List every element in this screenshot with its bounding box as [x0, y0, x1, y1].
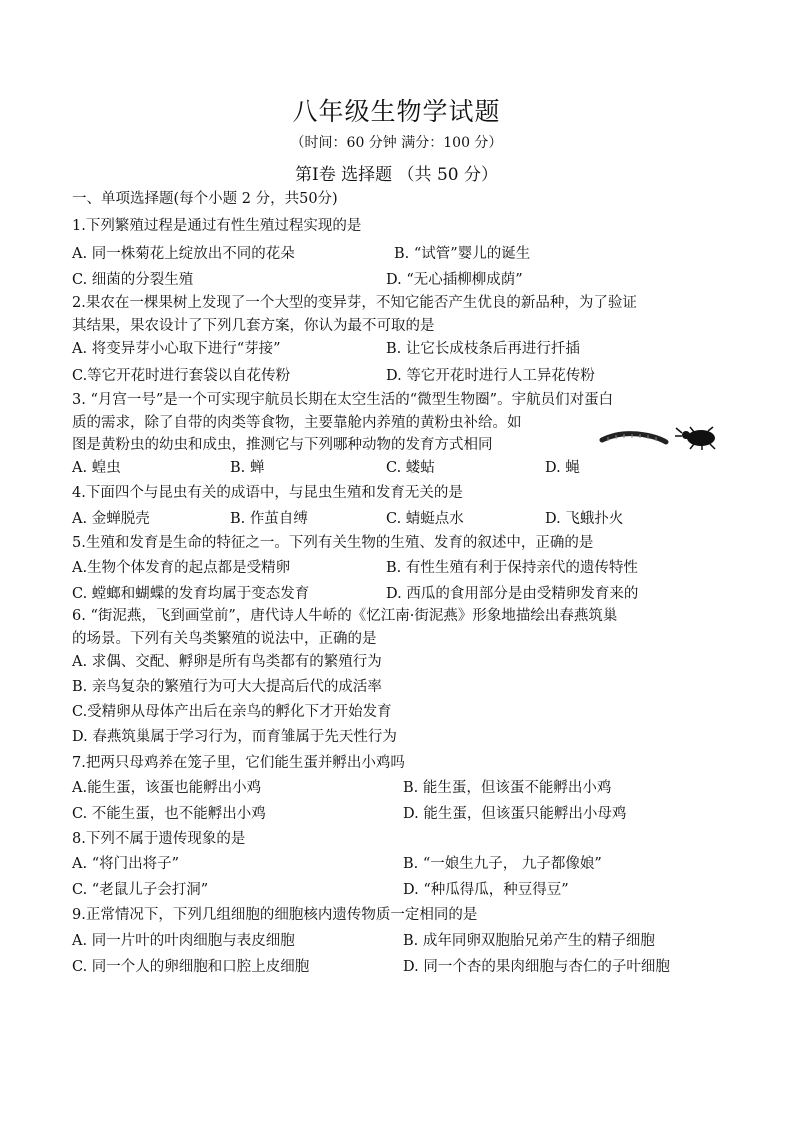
option-b: B. 作茧自缚 — [230, 511, 308, 527]
option-d: D. 等它开花时进行人工异花传粉 — [386, 368, 595, 384]
option-c: C. 蝼蛄 — [386, 460, 435, 476]
option-a: A.能生蛋，该蛋也能孵出小鸡 — [72, 780, 262, 796]
option-d: D. 同一个杏的果肉细胞与杏仁的子叶细胞 — [403, 959, 670, 975]
mealworm-larva-icon — [602, 434, 666, 442]
option-a: A.生物个体发育的起点都是受精卵 — [72, 560, 291, 576]
mealworm-beetle-icon — [675, 427, 715, 450]
option-a: A. 同一株菊花上绽放出不同的花朵 — [72, 246, 295, 262]
option-d: D. 蝇 — [545, 460, 580, 476]
option-d: D. “无心插柳柳成荫” — [386, 272, 523, 288]
question-stem: 9.正常情况下，下列几组细胞的细胞核内遗传物质一定相同的是 — [72, 907, 478, 923]
option-a: A. 同一片叶的叶肉细胞与表皮细胞 — [72, 933, 295, 949]
option-b: B. 让它长成枝条后再进行扦插 — [386, 341, 580, 357]
question-stem: 6. “街泥燕，飞到画堂前”，唐代诗人牛峤的《忆江南·街泥燕》形象地描绘出春燕筑巢 — [72, 608, 618, 624]
exam-subtitle: （时间：60 分钟 满分：100 分） — [290, 135, 503, 151]
question-stem: 其结果，果农设计了下列几套方案，你认为最不可取的是 — [72, 318, 435, 334]
question-stem: 3. “月宫一号”是一个可实现宇航员长期在太空生活的“微型生物圈”。宇航员们对蛋白 — [72, 392, 614, 408]
option-d: D. 飞蛾扑火 — [545, 511, 624, 527]
option-a: A. 将变异芽小心取下进行“芽接” — [72, 341, 281, 357]
option-a: A. 求偶、交配、孵卵是所有鸟类都有的繁殖行为 — [72, 654, 382, 670]
section-heading: 第Ⅰ卷 选择题 （共 50 分） — [295, 165, 498, 185]
option-b: B. “一娘生九子， 九子都像娘” — [403, 856, 602, 872]
option-c: C.等它开花时进行套袋以自花传粉 — [72, 368, 291, 384]
question-stem: 2.果农在一棵果树上发现了一个大型的变异芽，不知它能否产生优良的新品种，为了验证 — [72, 295, 637, 311]
option-d: D. 能生蛋，但该蛋只能孵出小母鸡 — [403, 806, 627, 822]
option-b: B. 能生蛋，但该蛋不能孵出小鸡 — [403, 780, 612, 796]
question-stem: 图是黄粉虫的幼虫和成虫，推测它与下列哪种动物的发育方式相同 — [72, 437, 493, 453]
part-heading: 一、单项选择题(每个小题 2 分，共50分) — [72, 191, 338, 207]
exam-title: 八年级生物学试题 — [292, 97, 501, 126]
option-b: B. 蝉 — [230, 460, 265, 476]
question-stem: 4.下面四个与昆虫有关的成语中，与昆虫生殖和发育无关的是 — [72, 485, 463, 501]
option-c: C. 螳螂和蝴蝶的发育均属于变态发育 — [72, 586, 310, 602]
option-c: C. “老鼠儿子会打洞” — [72, 882, 209, 898]
option-c: C. 细菌的分裂生殖 — [72, 272, 194, 288]
option-c: C. 同一个人的卵细胞和口腔上皮细胞 — [72, 959, 310, 975]
option-a: A. 蝗虫 — [72, 460, 121, 476]
option-c: C. 不能生蛋，也不能孵出小鸡 — [72, 806, 266, 822]
option-d: D. “种瓜得瓜，种豆得豆” — [403, 882, 569, 898]
question-stem: 的场景。下列有关鸟类繁殖的说法中，正确的是 — [72, 631, 377, 647]
option-b: B. “试管”婴儿的诞生 — [394, 246, 531, 262]
question-stem: 质的需求，除了自带的肉类等食物，主要靠舱内养殖的黄粉虫补给。如 — [72, 415, 522, 431]
option-d: D. 春燕筑巢属于学习行为，而育雏属于先天性行为 — [72, 729, 397, 745]
option-c: C.受精卵从母体产出后在亲鸟的孵化下才开始发育 — [72, 704, 392, 720]
question-stem: 7.把两只母鸡养在笼子里，它们能生蛋并孵出小鸡吗 — [72, 755, 405, 771]
question-stem: 1.下列繁殖过程是通过有性生殖过程实现的是 — [72, 218, 362, 234]
question-stem: 5.生殖和发育是生命的特征之一。下列有关生物的生殖、发育的叙述中，正确的是 — [72, 535, 594, 551]
option-b: B. 成年同卵双胞胎兄弟产生的精子细胞 — [403, 933, 655, 949]
option-a: A. “将门出将子” — [72, 856, 180, 872]
option-c: C. 蜻蜓点水 — [386, 511, 464, 527]
option-b: B. 亲鸟复杂的繁殖行为可大大提高后代的成活率 — [72, 679, 382, 695]
mealworm-larva-and-beetle-image — [598, 424, 728, 450]
option-b: B. 有性生殖有利于保持亲代的遗传特性 — [386, 560, 638, 576]
option-a: A. 金蝉脱壳 — [72, 511, 150, 527]
question-stem: 8.下列不属于遗传现象的是 — [72, 831, 246, 847]
option-d: D. 西瓜的食用部分是由受精卵发育来的 — [386, 586, 639, 602]
